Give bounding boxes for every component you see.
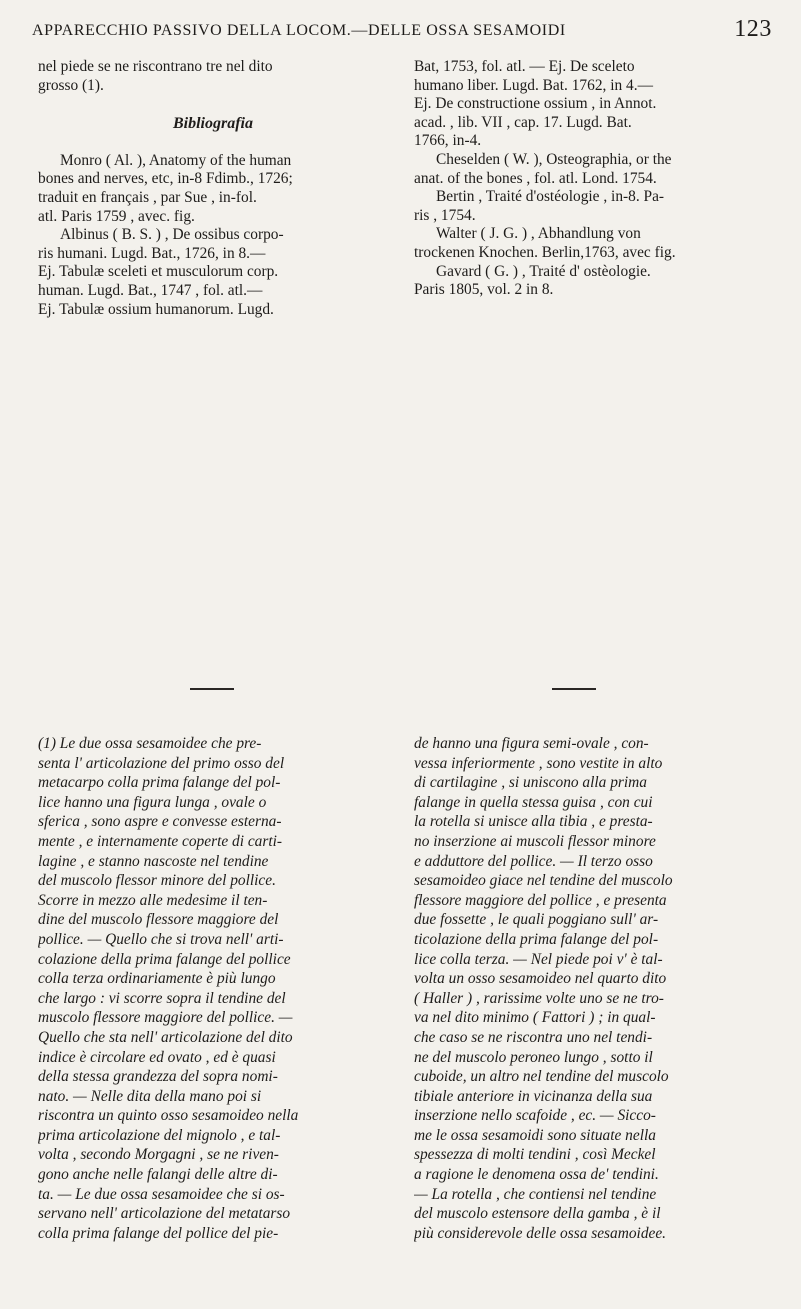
text-line: senta l' articolazione del primo osso del — [38, 754, 285, 772]
text-line: atl. Paris 1759 , avec. fig. — [38, 207, 195, 225]
text-line: de hanno una figura semi-ovale , con- — [414, 735, 649, 752]
bibliography-entry — [414, 225, 774, 262]
text-line: due fossette , le quali poggiano sull' ar- — [414, 911, 659, 929]
text-line: e adduttore del pollice. — Il terzo osso — [414, 852, 653, 870]
bibliography-entry — [414, 188, 774, 225]
text-line: — La rotella , che contiensi nel tendine — [414, 1185, 657, 1203]
text-line: human. Lugd. Bat., 1747 , fol. atl.— — [38, 281, 263, 299]
text-line: bones and nerves, etc, in-8 Fdimb., 1726; — [38, 170, 293, 188]
text-line: no inserzione ai muscoli flessor minore — [414, 832, 656, 850]
text-line: ris , 1754. — [414, 206, 476, 224]
text-line: humano liber. Lugd. Bat. 1762, in 4.— — [414, 76, 653, 94]
text-line: me le ossa sesamoidi sono situate nella — [414, 1126, 656, 1144]
text-line: Cheselden ( W. ), Osteographia, or the — [436, 150, 672, 168]
text-line: lice hanno una figura lunga , ovale o — [38, 793, 267, 811]
text-line: ne del muscolo peroneo lungo , sotto il — [414, 1048, 653, 1066]
right-entries — [414, 58, 774, 300]
text-line: del muscolo flessor minore del pollice. — [38, 872, 276, 890]
bibliography-entry — [414, 151, 774, 188]
text-line: volta un osso sesamoideo nel quarto dito — [414, 970, 667, 988]
text-line: Monro ( Al. ), Anatomy of the human — [60, 151, 292, 169]
text-line: che largo : vi scorre sopra il tendine del — [38, 989, 286, 1007]
text-line: inserzione nello scafoide , ec. — Sicco- — [414, 1107, 656, 1125]
text-line: lice colla terza. — Nel piede poi v' è tal- — [414, 950, 663, 968]
text-line: metacarpo colla prima falange del pol- — [38, 774, 281, 792]
text-line: di cartilagine , si uniscono alla prima — [414, 774, 647, 792]
left-entries — [38, 152, 388, 319]
text-line: Gavard ( G. ) , Traité d' ostèologie. — [436, 262, 651, 280]
bibliography-heading: Bibliografia — [172, 115, 253, 133]
text-line: nato. — Nelle dita della mano poi si — [38, 1087, 262, 1105]
footnote-left-column — [38, 734, 398, 1243]
text-line: ticolazione della prima falange del pol- — [414, 930, 659, 948]
text-line: tibiale anteriore in vicinanza della sua — [414, 1087, 653, 1105]
text-line: colla prima falange del pollice del pie- — [38, 1224, 279, 1242]
right-column — [414, 58, 774, 300]
text-line: Bat, 1753, fol. atl. — Ej. De sceleto — [414, 58, 635, 75]
text-line: acad. , lib. VII , cap. 17. Lugd. Bat. — [414, 113, 632, 131]
text-line: sesamoideo giace nel tendine del muscolo — [414, 872, 673, 890]
page-header — [32, 12, 772, 46]
text-line: cuboide, un altro nel tendine del muscolo — [414, 1068, 669, 1086]
text-line: falange in quella stessa guisa , con cui — [414, 793, 653, 811]
text-line: flessore maggiore del pollice , e presenta — [414, 891, 667, 909]
text-line: Quello che sta nell' articolazione del dito — [38, 1028, 293, 1046]
text-line: riscontra un quinto osso sesamoideo nella — [38, 1107, 299, 1125]
bibliography-entry — [38, 152, 388, 226]
text-line: ris humani. Lugd. Bat., 1726, in 8.— — [38, 244, 266, 262]
intro-line: grosso (1). — [38, 76, 104, 94]
text-line: pollice. — Quello che si trova nell' arti- — [38, 930, 284, 948]
text-line: indice è circolare ed ovato , ed è quasi — [38, 1048, 276, 1066]
text-line: vessa inferiormente , sono vestite in alto — [414, 754, 663, 772]
text-line: trockenen Knochen. Berlin,1763, avec fig. — [414, 243, 676, 261]
left-column — [38, 58, 388, 319]
text-line: spessezza di molti tendini , così Meckel — [414, 1146, 656, 1164]
text-line: a ragione le denomena ossa de' tendini. — [414, 1166, 659, 1184]
text-line: del muscolo estensore della gamba , è il — [414, 1205, 661, 1223]
text-line: muscolo flessore maggiore del pollice. — — [38, 1009, 293, 1027]
text-line: Ej. Tabulæ sceleti et musculorum corp. — [38, 263, 279, 281]
running-title: APPARECCHIO PASSIVO DELLA LOCOM.—DELLE OSSA SESAMOIDI — [32, 22, 566, 39]
text-line: traduit en français , par Sue , in-fol. — [38, 188, 257, 206]
text-line: la rotella si unisce alla tibia , e presta- — [414, 813, 653, 831]
text-line: ( Haller ) , rarissime volte uno se ne tro- — [414, 989, 664, 1007]
text-line: colla terza ordinariamente è più lungo — [38, 970, 276, 988]
intro-line: nel piede se ne riscontrano tre nel dito — [38, 58, 273, 75]
bibliography-entry — [38, 226, 388, 319]
text-line: prima articolazione del mignolo , e tal- — [38, 1126, 281, 1144]
text-line: Bertin , Traité d'ostéologie , in-8. Pa- — [436, 188, 665, 206]
text-line: Paris 1805, vol. 2 in 8. — [414, 281, 554, 299]
text-line: colazione della prima falange del pollice — [38, 950, 291, 968]
text-line: volta , secondo Morgagni , se ne riven- — [38, 1146, 279, 1164]
text-line: che caso se ne riscontra uno nel tendi- — [414, 1028, 653, 1046]
bibliography-entry — [414, 263, 774, 300]
text-line: anat. of the bones , fol. atl. Lond. 1754. — [414, 169, 657, 187]
text-line: più considerevole delle ossa sesamoidee. — [414, 1224, 667, 1242]
text-line: dine del muscolo flessore maggiore del — [38, 911, 279, 929]
text-line: della stessa grandezza del sopra nomi- — [38, 1068, 278, 1086]
text-line: servano nell' articolazione del metatarso — [38, 1205, 291, 1223]
text-line: Albinus ( B. S. ) , De ossibus corpo- — [60, 226, 284, 244]
text-line: 1766, in-4. — [414, 132, 482, 150]
text-line: lagine , e stanno nascoste nel tendine — [38, 852, 269, 870]
text-line: Scorre in mezzo alle medesime il ten- — [38, 891, 268, 909]
footnote-right-column — [414, 734, 776, 1243]
text-line: gono anche nelle falangi delle altre di- — [38, 1166, 278, 1184]
text-line: Ej. Tabulæ ossium humanorum. Lugd. — [38, 300, 274, 318]
page-number: 123 — [734, 16, 772, 42]
text-line: Walter ( J. G. ) , Abhandlung von — [436, 225, 641, 243]
footnote-rule-right — [552, 688, 596, 690]
text-line: Ej. De constructione ossium , in Annot. — [414, 95, 657, 113]
footnote-rule-left — [190, 688, 234, 690]
bibliography-entry — [414, 58, 774, 151]
text-line: sferica , sono aspre e convesse esterna- — [38, 813, 282, 831]
text-line: mente , e internamente coperte di carti- — [38, 832, 283, 850]
text-line: ta. — Le due ossa sesamoidee che si os- — [38, 1185, 285, 1203]
text-line: va nel dito minimo ( Fattori ) ; in qual- — [414, 1009, 656, 1027]
text-line: (1) Le due ossa sesamoidee che pre- — [38, 735, 262, 752]
